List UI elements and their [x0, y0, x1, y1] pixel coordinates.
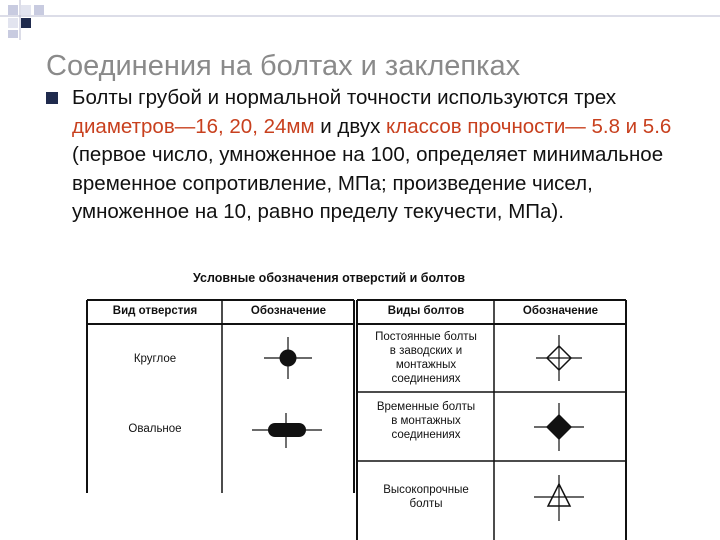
corner-decoration: [0, 0, 720, 40]
bolt-high-strength-label: [358, 483, 494, 511]
deco-square: [21, 5, 31, 15]
para-text: Болты грубой и нормальной точности используются трех: [72, 86, 617, 109]
oval-hole-symbol: [252, 413, 322, 448]
table-grid: [86, 293, 628, 540]
bolt-permanent-line: Постоянные болты: [375, 331, 477, 343]
triangle-symbol: [534, 475, 584, 521]
bolt-permanent-line: в заводских и: [389, 345, 463, 357]
bolt-temporary-label: [358, 400, 494, 442]
bullet-square: [46, 92, 58, 104]
bolt-high-strength-line: Высокопрочные: [383, 484, 469, 496]
header-hole-symbol: Обозначение: [250, 305, 327, 317]
hole-round-label: Круглое: [133, 353, 177, 365]
filled-diamond-symbol: [534, 403, 584, 451]
symbols-table: [86, 293, 628, 540]
deco-square: [34, 5, 44, 15]
bolt-permanent-label: [358, 330, 494, 386]
table-title: Условные обозначения отверстий и болтов: [193, 271, 466, 285]
bolt-temporary-line: соединениях: [391, 429, 461, 441]
bolt-high-strength-line: болты: [409, 498, 443, 510]
para-highlight-diameters: диаметров—16, 20, 24мм: [72, 114, 315, 138]
bolt-permanent-line: соединениях: [391, 373, 461, 385]
deco-square: [21, 18, 31, 28]
header-bolt-symbol: Обозначение: [522, 305, 599, 317]
hole-oval-label: Овальное: [128, 423, 182, 435]
slide-title: Соединения на болтах и заклепках: [46, 50, 521, 82]
header-bolt-type: Виды болтов: [387, 305, 465, 317]
bullet-paragraph: [72, 84, 692, 227]
round-hole-symbol: [264, 337, 312, 379]
deco-square: [8, 18, 18, 28]
bolt-temporary-line: в монтажных: [391, 415, 461, 427]
para-text: и двух: [314, 114, 387, 138]
bolt-temporary-line: Временные болты: [376, 401, 476, 413]
bolt-permanent-line: монтажных: [395, 359, 457, 371]
para-highlight-classes: классов прочности— 5.8 и 5.6: [386, 114, 672, 138]
deco-square: [8, 5, 18, 15]
open-diamond-symbol: [536, 335, 582, 381]
para-text: (первое число, умноженное на 100, определяет минимальное временное сопротивление, МПа; произведение чисел, умноженное на 10, равно пределу текучести, МПа).: [72, 143, 664, 223]
deco-square: [8, 30, 18, 38]
header-hole-type: Вид отверстия: [112, 305, 198, 317]
